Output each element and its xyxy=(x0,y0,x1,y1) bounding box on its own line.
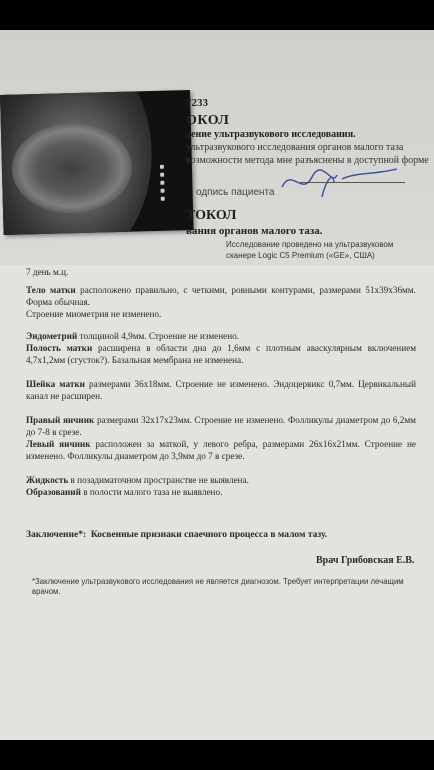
right-ovary-heading: Правый яичник xyxy=(26,415,95,425)
folded-page-top xyxy=(0,30,434,265)
consent-line-3: возможности метода мне разъяснены в доступной форме xyxy=(186,155,429,166)
scanner-line-1: Исследование проведено на ультразвуковом xyxy=(226,240,394,249)
disclaimer-note: *Заключение ультразвукового исследования не является диагнозом. Требует интерпретации лечащим врачом. xyxy=(32,577,404,596)
endometrium-heading: Эндометрий xyxy=(26,331,78,341)
right-ovary-text: размерами 32х17х23мм. Строение не изменено. Фолликулы диаметром до 6,2мм до 7-8 в срезе. xyxy=(26,415,416,437)
protocol-number: 7233 xyxy=(186,97,208,109)
cervix-paragraph xyxy=(26,379,416,402)
formations-line xyxy=(26,487,416,499)
myometrium-line xyxy=(26,309,416,321)
document-photo xyxy=(0,30,434,740)
uterus-text: расположено правильно, с четкими, ровными контурами, размерами 51х39х36мм. Форма обычная. xyxy=(26,285,416,307)
cavity-text: расширена в области дна до 1,6мм с плотным аваскулярным включением 4,7х1,2мм (сгусток?). Базальная мембрана не изменена. xyxy=(26,343,417,365)
scanner-line-2: сканере Logic C5 Premium («GE», США) xyxy=(226,251,375,260)
cycle-day: 7 день м.ц. xyxy=(26,267,69,277)
protocol-title: ОКОЛ xyxy=(186,113,230,128)
cervix-heading: Шейка матки xyxy=(26,379,85,389)
formations-heading: Образований xyxy=(26,487,81,497)
left-ovary-heading: Левый яичник xyxy=(26,439,91,449)
uterus-heading: Тело матки xyxy=(26,285,76,295)
endometrium-text: толщиной 4,9мм. Строение не изменено. xyxy=(77,331,240,341)
cervix-text: размерами 36х18мм. Строение не изменено. Эндоцервикс 0,7мм. Цервикальный канал не расширен. xyxy=(26,379,416,401)
cavity-heading: Полость матки xyxy=(26,343,93,353)
cavity-paragraph xyxy=(26,343,416,366)
ultrasound-image xyxy=(0,90,194,235)
doctor-name: Врач Грибовская Е.В. xyxy=(316,555,415,566)
study-title: вания органов малого таза. xyxy=(186,225,323,237)
uterus-paragraph xyxy=(26,285,416,308)
left-ovary-paragraph xyxy=(26,439,416,462)
conclusion-line xyxy=(26,530,327,542)
fluid-line xyxy=(26,475,416,487)
myometrium-text: Строение миометрия не изменено. xyxy=(26,309,162,319)
fluid-text: в позадиматочном пространстве не выявлена. xyxy=(68,475,249,485)
endometrium-line xyxy=(26,331,416,343)
signature-label: одпись пациента xyxy=(196,187,275,198)
conclusion-text: Косвенные признаки спаечного процесса в малом тазу. xyxy=(90,530,328,540)
consent-line-1: дение ультразвукового исследования. xyxy=(186,129,356,140)
fluid-heading: Жидкость xyxy=(26,475,69,485)
report-body xyxy=(0,265,434,740)
protocol-title-2: ТОКОЛ xyxy=(186,208,237,223)
left-ovary-text: расположен за маткой, у левого ребра, размерами 26х16х21мм. Строение не изменено. Фолликулы диаметром до 3,9мм до 7 в срезе. xyxy=(26,439,416,461)
formations-text: в полости малого таза не выявлено. xyxy=(80,487,223,497)
right-ovary-paragraph xyxy=(26,415,416,438)
signature-line xyxy=(300,182,405,183)
conclusion-label: Заключение*: xyxy=(26,530,87,540)
consent-line-2: ультразвукового исследования органов малого таза xyxy=(186,142,404,153)
